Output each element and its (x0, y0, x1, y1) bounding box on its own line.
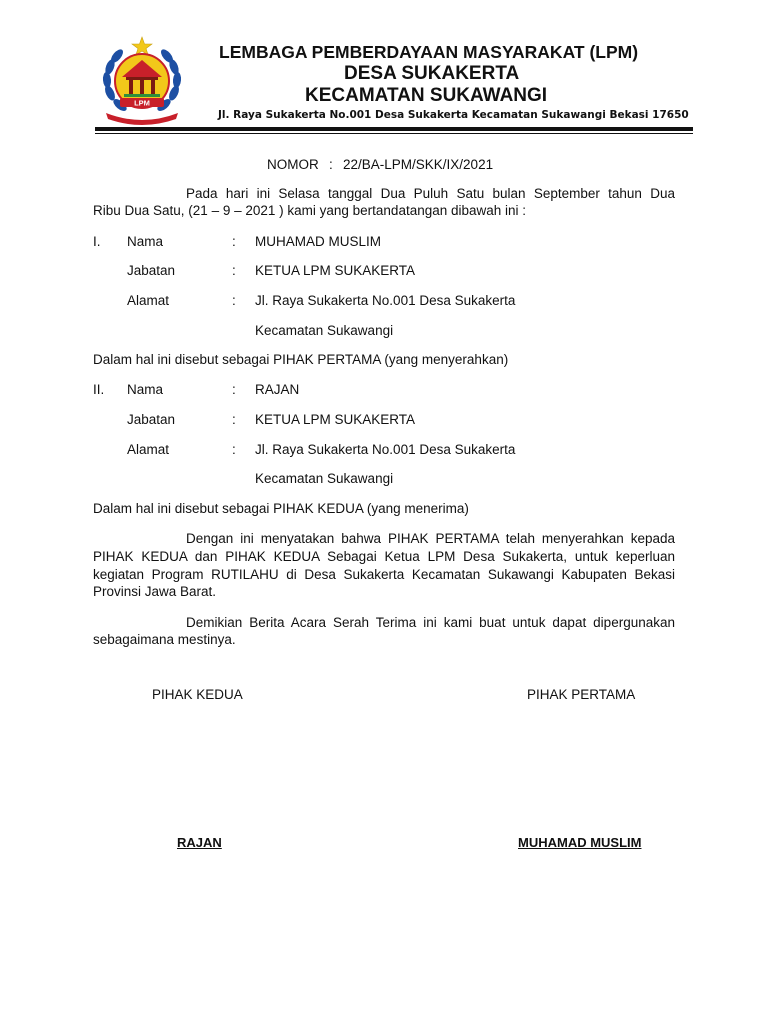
party1-nama-sep: : (232, 234, 236, 249)
nomor-sep: : (329, 157, 333, 172)
nomor-label: NOMOR (267, 157, 319, 172)
lpm-logo (96, 35, 188, 127)
party2-numeral: II. (93, 382, 105, 397)
org-name-line2: DESA SUKAKERTA (344, 63, 520, 84)
header-rule-thin (95, 133, 693, 134)
party1-nama-value: MUHAMAD MUSLIM (255, 234, 382, 249)
org-name-line1: LEMBAGA PEMBERDAYAAN MASYARAKAT (LPM) (219, 42, 639, 62)
intro-line2: Ribu Dua Satu, (21 – 9 – 2021 ) kami yang bertandatangan dibawah ini : (93, 203, 527, 218)
party1-alamat-sep: : (232, 293, 236, 308)
nomor-value: 22/BA-LPM/SKK/IX/2021 (343, 157, 494, 172)
party2-nama-value: RAJAN (255, 382, 300, 397)
body-p1-line2: PIHAK KEDUA dan PIHAK KEDUA Sebagai Ketua LPM Desa Sukakerta, untuk keperluan (93, 549, 675, 564)
party2-alamat-line2: Kecamatan Sukawangi (255, 471, 394, 486)
signature-right-title: PIHAK PERTAMA (527, 687, 636, 702)
party2-role: Dalam hal ini disebut sebagai PIHAK KEDUA (yang menerima) (93, 501, 469, 516)
party2-nama-label: Nama (127, 382, 164, 397)
org-name-line3: KECAMATAN SUKAWANGI (305, 85, 548, 106)
body-p2-line2: sebagaimana mestinya. (93, 632, 236, 647)
party1-jabatan-sep: : (232, 263, 236, 278)
body-p1-line4: Provinsi Jawa Barat. (93, 584, 217, 599)
party1-nama-label: Nama (127, 234, 164, 249)
star-icon (132, 37, 152, 56)
party2-alamat-sep: : (232, 442, 236, 457)
body-p2-line1: Demikian Berita Acara Serah Terima ini kami buat untuk dapat dipergunakan (186, 615, 675, 630)
party1-jabatan-label: Jabatan (127, 263, 176, 278)
party2-nama-sep: : (232, 382, 236, 397)
intro-line1: Pada hari ini Selasa tanggal Dua Puluh Satu bulan September tahun Dua (186, 186, 675, 201)
body-p1-line1: Dengan ini menyatakan bahwa PIHAK PERTAMA telah menyerahkan kepada (186, 531, 675, 546)
header-rule-thick (95, 127, 693, 131)
body-p1-line3: kegiatan Program RUTILAHU di Desa Sukakerta Kecamatan Sukawangi Kabupaten Bekasi (93, 567, 675, 582)
party1-role: Dalam hal ini disebut sebagai PIHAK PERTAMA (yang menyerahkan) (93, 352, 509, 367)
party2-jabatan-sep: : (232, 412, 236, 427)
party2-alamat-line1: Jl. Raya Sukakerta No.001 Desa Sukakerta (255, 442, 516, 457)
party1-alamat-line1: Jl. Raya Sukakerta No.001 Desa Sukakerta (255, 293, 516, 308)
signature-left-name: RAJAN (177, 835, 222, 850)
party1-numeral: I. (93, 234, 101, 249)
signature-right-name: MUHAMAD MUSLIM (518, 835, 642, 850)
party1-alamat-line2: Kecamatan Sukawangi (255, 323, 394, 338)
party2-jabatan-label: Jabatan (127, 412, 176, 427)
logo-text: LPM (134, 98, 150, 108)
party2-jabatan-value: KETUA LPM SUKAKERTA (255, 412, 416, 427)
party1-jabatan-value: KETUA LPM SUKAKERTA (255, 263, 416, 278)
org-address: Jl. Raya Sukakerta No.001 Desa Sukakerta Kecamatan Sukawangi Bekasi 17650 (218, 109, 689, 121)
party1-alamat-label: Alamat (127, 293, 170, 308)
signature-left-title: PIHAK KEDUA (152, 687, 243, 702)
party2-alamat-label: Alamat (127, 442, 170, 457)
